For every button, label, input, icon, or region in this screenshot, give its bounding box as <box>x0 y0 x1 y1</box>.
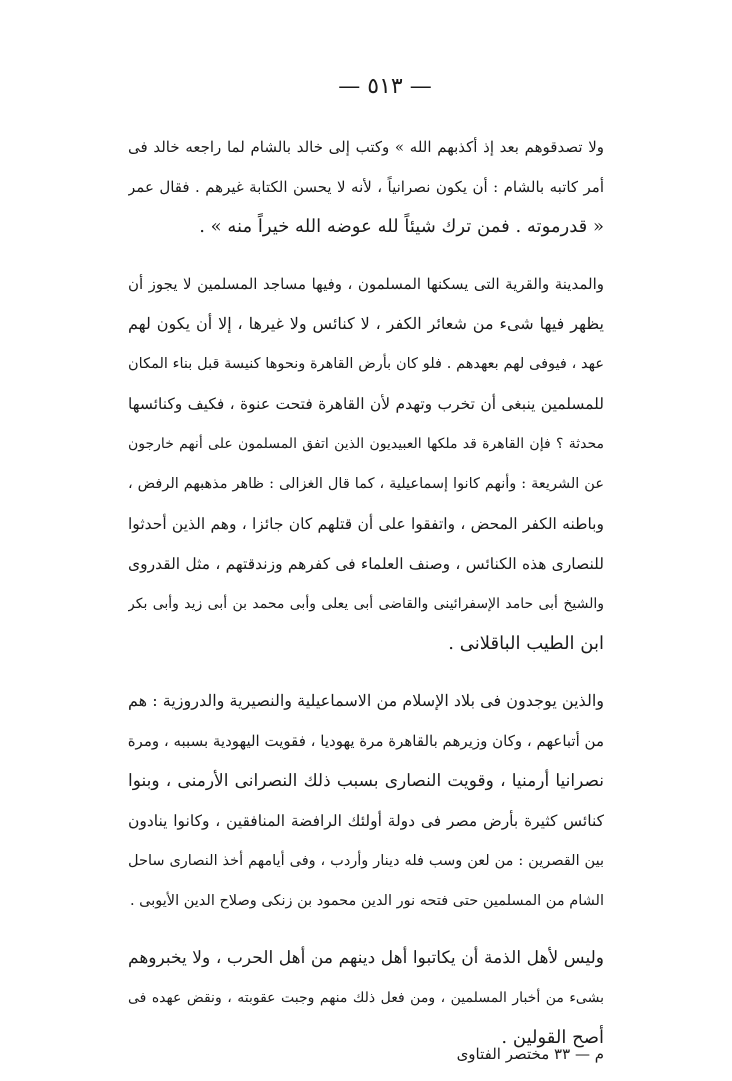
text-line: والشيخ أبى حامد الإسفرائينى والقاضى أبى يعلى وأبى محمد بن أبى زيد وأبى بكر <box>128 596 604 612</box>
text-line: بشىء من أخبار المسلمين ، ومن فعل ذلك منهم وجبت عقوبته ، ونقض عهده فى <box>128 990 604 1006</box>
page-footer: م — ٣٣ مختصر الفتاوى <box>456 1045 604 1063</box>
text-line: ابن الطيب الباقلانى . <box>448 633 604 654</box>
text-line: للنصارى هذه الكنائس ، وصنف العلماء فى كفرهم وزندقتهم ، مثل القدروى <box>128 555 604 573</box>
text-line: الشام من المسلمين حتى فتحه نور الدين محمود بن زنكى وصلاح الدين الأيوبى . <box>129 893 604 909</box>
text-line: نصرانيا أرمنيا ، وقويت النصارى بسبب ذلك النصرانى الأرمنى ، وبنوا <box>128 771 604 791</box>
text-line: والذين يوجدون فى بلاد الإسلام من الاسماعيلية والنصيرية والدروزية : هم <box>128 691 604 710</box>
text-line: أمر كاتبه بالشام : أن يكون نصرانياً ، لأنه لا يحسن الكتابة غيرهم . فقال عمر <box>128 178 604 196</box>
body-text <box>128 127 604 1075</box>
paragraph-1 <box>128 127 604 247</box>
paragraph-2 <box>128 264 604 664</box>
text-line: أصح القولين . <box>501 1027 604 1048</box>
text-line: للمسلمين ينبغى أن تخرب وتهدم لأن القاهرة فتحت عنوة ، فكيف وكنائسها <box>128 395 604 413</box>
text-line: كنائس كثيرة بأرض مصر فى دولة أولئك الرافضة المنافقين ، وكانوا ينادون <box>128 812 604 830</box>
text-line: « قدرموته . فمن ترك شيئاً لله عوضه الله خيراً منه » . <box>199 216 604 237</box>
paragraph-3 <box>128 681 604 921</box>
paragraph-4 <box>128 938 604 1058</box>
text-line: وباطنه الكفر المحض ، واتفقوا على أن قتلهم كان جائزا ، وهم الذين أحدثوا <box>128 515 604 533</box>
text-line: عهد ، فيوفى لهم بعهدهم . فلو كان بأرض القاهرة ونحوها كنيسة قبل بناء المكان <box>128 356 604 372</box>
text-line: ولا تصدقوهم بعد إذ أكذبهم الله » وكتب إلى خالد بالشام لما راجعه خالد فى <box>128 138 604 156</box>
page-number: — ٥١٣ — <box>338 74 432 99</box>
text-line: وليس لأهل الذمة أن يكاتبوا أهل دينهم من أهل الحرب ، ولا يخبروهم <box>128 948 604 968</box>
text-line: والمدينة والقرية التى يسكنها المسلمون ، وفيها مساجد المسلمين لا يجوز أن <box>128 275 604 293</box>
text-line: محدثة ؟ فإن القاهرة قد ملكها العبيديون الذين اتفق المسلمون على أنهم خارجون <box>128 436 604 452</box>
text-line: من أتباعهم ، وكان وزيرهم بالقاهرة مرة يهوديا ، فقويت اليهودية بسببه ، ومرة <box>128 732 604 750</box>
text-line: بين القصرين : من لعن وسب فله دينار وأردب ، وفى أيامهم أخذ النصارى ساحل <box>128 853 604 869</box>
text-line: يظهر فيها شىء من شعائر الكفر ، لا كنائس ولا غيرها ، إلا أن يكون لهم <box>128 314 604 333</box>
text-line: عن الشريعة : وأنهم كانوا إسماعيلية ، كما قال الغزالى : ظاهر مذهبهم الرفض ، <box>128 476 604 492</box>
